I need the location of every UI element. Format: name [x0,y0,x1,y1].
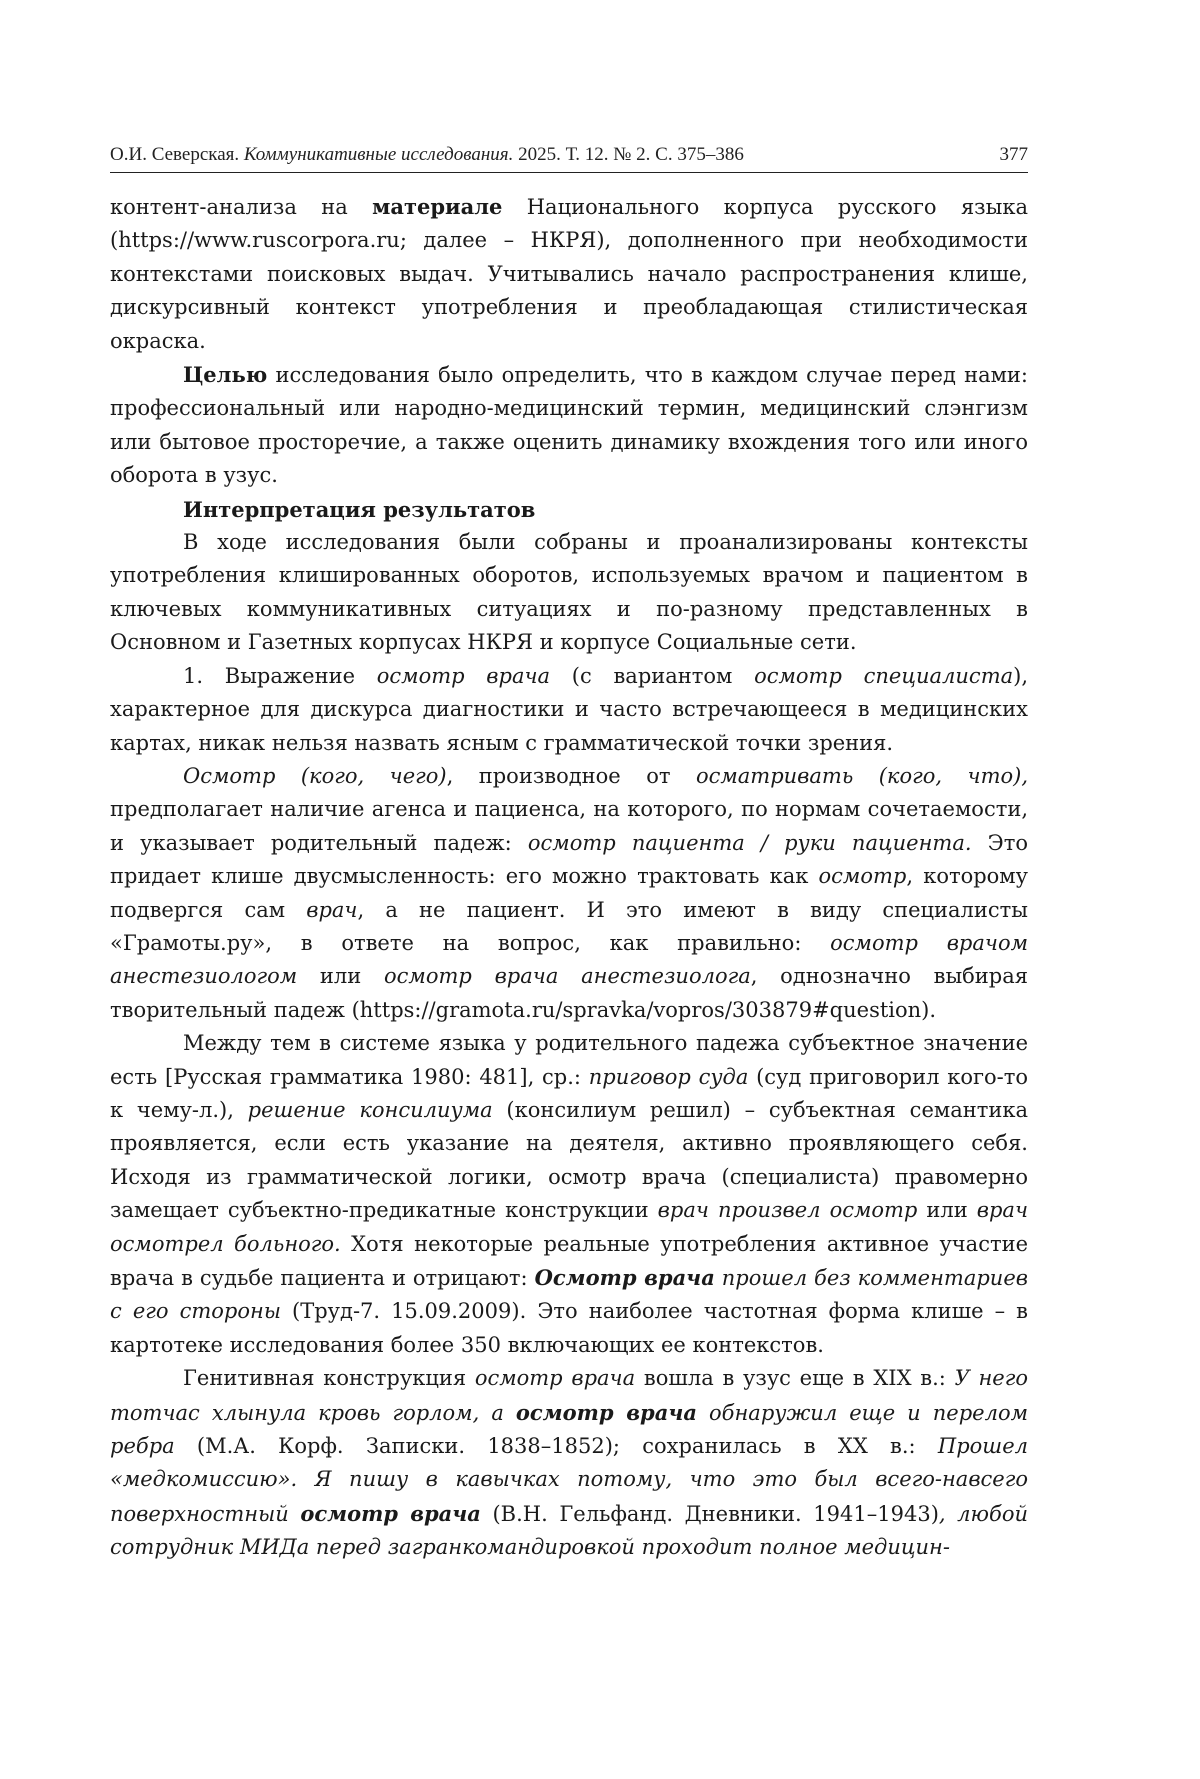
text-run: ), характерное для дискурса диагностики и часто встречающееся в медицинских картах, никак нельзя назвать ясным с грамматической точки зрения. [110,663,1029,755]
bold-italic-example: Осмотр врача [534,1265,715,1290]
italic-example: врач произвел осмотр [657,1198,918,1223]
italic-example: У него тотчас хлынула кровь горлом, а [110,1366,1028,1425]
bold-italic-example: осмотр врача [300,1500,481,1526]
text-run: (консилиум решил) – субъектная семантика проявляется, если есть указание на деятеля, активно проявляющего себя. Исходя из грамматической логики, осмотр врача (специалиста) правомерно замещает субъектно-предикатные конструкции [110,1097,1028,1223]
text-run: или [297,964,385,989]
italic-example: осмотр врача [474,1366,636,1391]
text-run: , а не пациент. И это имеют в виду специалисты «Грамоты.ру», в ответе на вопрос, как правильно: [110,897,1028,955]
text-run: (Труд-7. 15.09.2009). Это наиболее частотная форма клише – в картотеке исследования более 350 включающих ее контекстов. [110,1299,1028,1357]
text-run: 1. Выражение [183,663,377,688]
paragraph-5 [110,760,1028,1027]
italic-example: врач [306,897,358,922]
article-body [110,190,1028,1565]
italic-example: осмотр врача анестезиолога [384,964,751,989]
text-run: , которому подвергся сам [110,864,1028,922]
bold-italic-example: осмотр врача [515,1399,697,1425]
text-run: предполагает наличие агенса и пациенса, на которого, по нормам сочетаемости, и указывает родительный падеж: [110,797,1028,855]
text-run: (М.А. Корф. Записки. 1838–1852); сохранилась в XX в.: [174,1434,938,1459]
italic-example: обнаружил еще и перелом ребра [110,1400,1029,1459]
italic-example: осмотр врачом анестезиологом [110,930,1028,989]
text-run: , производное от [446,763,696,788]
paragraph-7 [110,1362,1028,1564]
issue-info: 2025. Т. 12. № 2. С. 375–386 [518,144,744,165]
italic-example: приговор суда [588,1064,749,1089]
text-run: Генитивная конструкция [183,1366,475,1391]
page-number: 377 [999,144,1028,165]
italic-example: осматривать (кого, что), [695,763,1028,788]
italic-example: осмотр специалиста [754,663,1014,688]
text-run: Национального корпуса русского языка (https://www.ruscorpora.ru; далее – НКРЯ), дополненного при необходимости контекстами поисковых выдач. Учитывались начало распространения клише, дискурсивный контекст употребления и преобладающая стилистическая окраска. [110,195,1028,353]
text-run: Хотя некоторые реальные употребления активное участие врача в судьбе пациента и отрицают: [110,1231,1029,1290]
paragraph-1 [110,190,1028,358]
italic-example: решение консилиума [247,1097,493,1122]
journal-title: Коммуникативные исследования. [243,144,514,165]
text-run: (с вариантом [550,663,755,688]
paragraph-3: В ходе исследования были собраны и проанализированы контексты употребления клишированных оборотов, используемых врачом и пациентом в ключевых коммуникативных ситуациях и по-разному представленных в Основном и Газетных корпусах НКРЯ и корпусе Социальные сети. [110,530,1028,655]
italic-example: прошел без комментариев с его стороны [110,1266,1028,1324]
italic-example: осмотр пациента / руки пациента. [527,830,972,855]
running-header [110,144,1028,166]
bold-term: материале [372,194,503,219]
paragraph-2 [110,358,1028,493]
bold-term: Целью [183,362,268,388]
section-heading: Интерпретация результатов [183,496,536,522]
paragraph-4 [110,660,1028,760]
text-run: контент-анализа на [110,195,373,219]
text-run: Это придает клише двусмысленность: его можно трактовать как [110,830,1028,889]
italic-example: осмотр [818,864,907,889]
header-rule [110,172,1028,173]
citation [110,144,744,166]
text-run: вошла в узус еще в XIX в.: [635,1366,955,1391]
text-run: , однозначно выбирая творительный падеж (https://gramota.ru/spravka/vopros/303879#question). [110,964,1029,1022]
italic-example: Осмотр (кого, чего) [183,763,447,788]
italic-example: осмотр врача [376,663,551,688]
text-run: (В.Н. Гельфанд. Дневники. 1941–1943) [480,1501,939,1526]
italic-example: , любой сотрудник МИДа перед загранкомандировкой проходит полное медицин- [110,1501,1028,1560]
author-name: О.И. Северская. [110,144,240,165]
italic-example: врач осмотрел больного. [110,1198,1029,1256]
paragraph-6 [110,1027,1028,1362]
text-run: Между тем в системе языка у родительного падежа субъектное значение есть [Русская грамматика 1980: 481], ср.: [110,1031,1028,1089]
text-run: (суд приговорил кого-то к чему-л.), [110,1064,1028,1122]
text-run: исследования было определить, что в каждом случае перед нами: профессиональный или народно-медицинский термин, медицинский слэнгизм или бытовое просторечие, а также оценить динамику вхождения того или иного оборота в узус. [110,363,1028,488]
italic-example: Прошел «медкомиссию». Я пишу в кавычках потому, что это был всего-навсего поверхностный [110,1434,1028,1526]
text-run: или [917,1198,977,1223]
